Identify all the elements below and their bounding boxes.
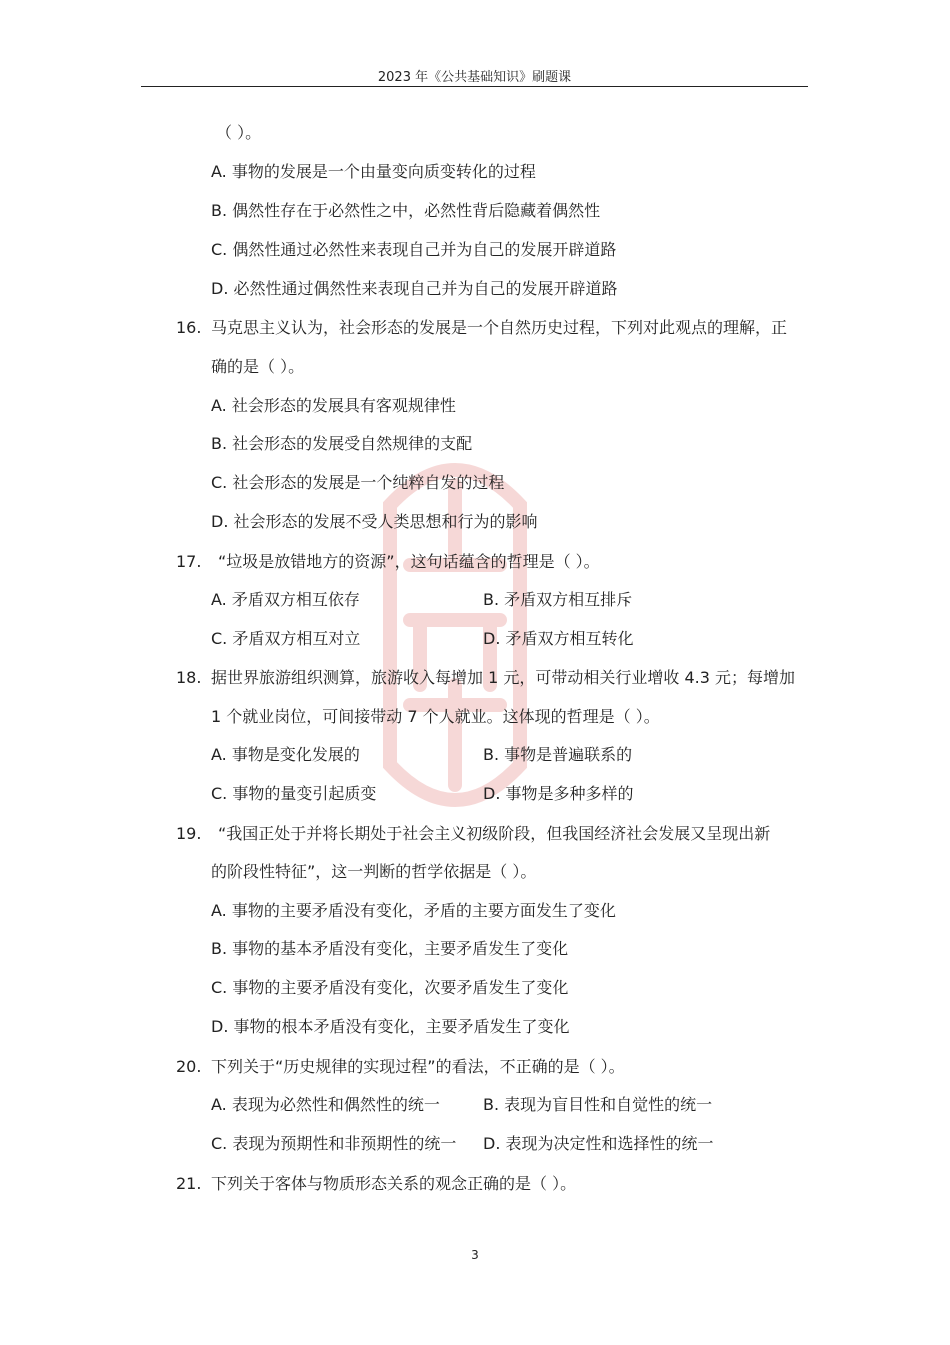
option-text: C. 事物的量变引起质变 <box>211 784 377 803</box>
question-number: 16. <box>176 318 202 337</box>
question-stem: “垃圾是放错地方的资源”，这句话蕴含的哲理是（ ）。 <box>218 552 600 571</box>
question-stem: “我国正处于并将长期处于社会主义初级阶段，但我国经济社会发展又呈现出新 <box>218 824 771 843</box>
option-text: D. 社会形态的发展不受人类思想和行为的影响 <box>211 512 538 531</box>
question-number: 21. <box>176 1174 202 1193</box>
option-text: D. 事物是多种多样的 <box>483 784 634 803</box>
option-text: A. 事物的主要矛盾没有变化，矛盾的主要方面发生了变化 <box>211 901 616 920</box>
question-stem-tail: （ ）。 <box>216 123 262 142</box>
option-text: B. 事物的基本矛盾没有变化，主要矛盾发生了变化 <box>211 939 569 958</box>
question-number: 17. <box>176 552 202 571</box>
option-text: D. 矛盾双方相互转化 <box>483 629 634 648</box>
option-text: C. 矛盾双方相互对立 <box>211 629 361 648</box>
option-text: A. 事物的发展是一个由量变向质变转化的过程 <box>211 162 536 181</box>
header-rule <box>141 86 808 87</box>
question-stem: 下列关于客体与物质形态关系的观念正确的是（ ）。 <box>211 1174 577 1193</box>
option-text: C. 事物的主要矛盾没有变化，次要矛盾发生了变化 <box>211 978 569 997</box>
option-text: A. 矛盾双方相互依存 <box>211 590 360 609</box>
question-stem: 确的是（ ）。 <box>211 357 305 376</box>
question-stem: 1 个就业岗位，可间接带动 7 个人就业。这体现的哲理是（ ）。 <box>211 707 660 726</box>
option-text: B. 事物是普遍联系的 <box>483 745 633 764</box>
option-text: D. 事物的根本矛盾没有变化，主要矛盾发生了变化 <box>211 1017 570 1036</box>
question-stem: 马克思主义认为，社会形态的发展是一个自然历史过程，下列对此观点的理解，正 <box>211 318 788 337</box>
running-header: 2023 年《公共基础知识》刷题课 <box>377 70 572 85</box>
question-number: 20. <box>176 1057 202 1076</box>
option-text: B. 矛盾双方相互排斥 <box>483 590 633 609</box>
option-text: A. 表现为必然性和偶然性的统一 <box>211 1095 440 1114</box>
question-number: 18. <box>176 668 202 687</box>
option-text: C. 社会形态的发展是一个纯粹自发的过程 <box>211 473 505 492</box>
option-text: A. 社会形态的发展具有客观规律性 <box>211 396 456 415</box>
option-text: B. 偶然性存在于必然性之中，必然性背后隐藏着偶然性 <box>211 201 601 220</box>
option-text: B. 社会形态的发展受自然规律的支配 <box>211 434 473 453</box>
option-text: C. 表现为预期性和非预期性的统一 <box>211 1134 457 1153</box>
question-stem: 的阶段性特征”，这一判断的哲学依据是（ ）。 <box>211 862 537 881</box>
option-text: D. 表现为决定性和选择性的统一 <box>483 1134 714 1153</box>
page-number: 3 <box>471 1248 479 1262</box>
option-text: D. 必然性通过偶然性来表现自己并为自己的发展开辟道路 <box>211 279 618 298</box>
option-text: C. 偶然性通过必然性来表现自己并为自己的发展开辟道路 <box>211 240 617 259</box>
question-stem: 下列关于“历史规律的实现过程”的看法，不正确的是（ ）。 <box>211 1057 625 1076</box>
option-text: A. 事物是变化发展的 <box>211 745 360 764</box>
question-number: 19. <box>176 824 202 843</box>
option-text: B. 表现为盲目性和自觉性的统一 <box>483 1095 713 1114</box>
question-stem: 据世界旅游组织测算，旅游收入每增加 1 元，可带动相关行业增收 4.3 元；每增加 <box>211 668 795 687</box>
